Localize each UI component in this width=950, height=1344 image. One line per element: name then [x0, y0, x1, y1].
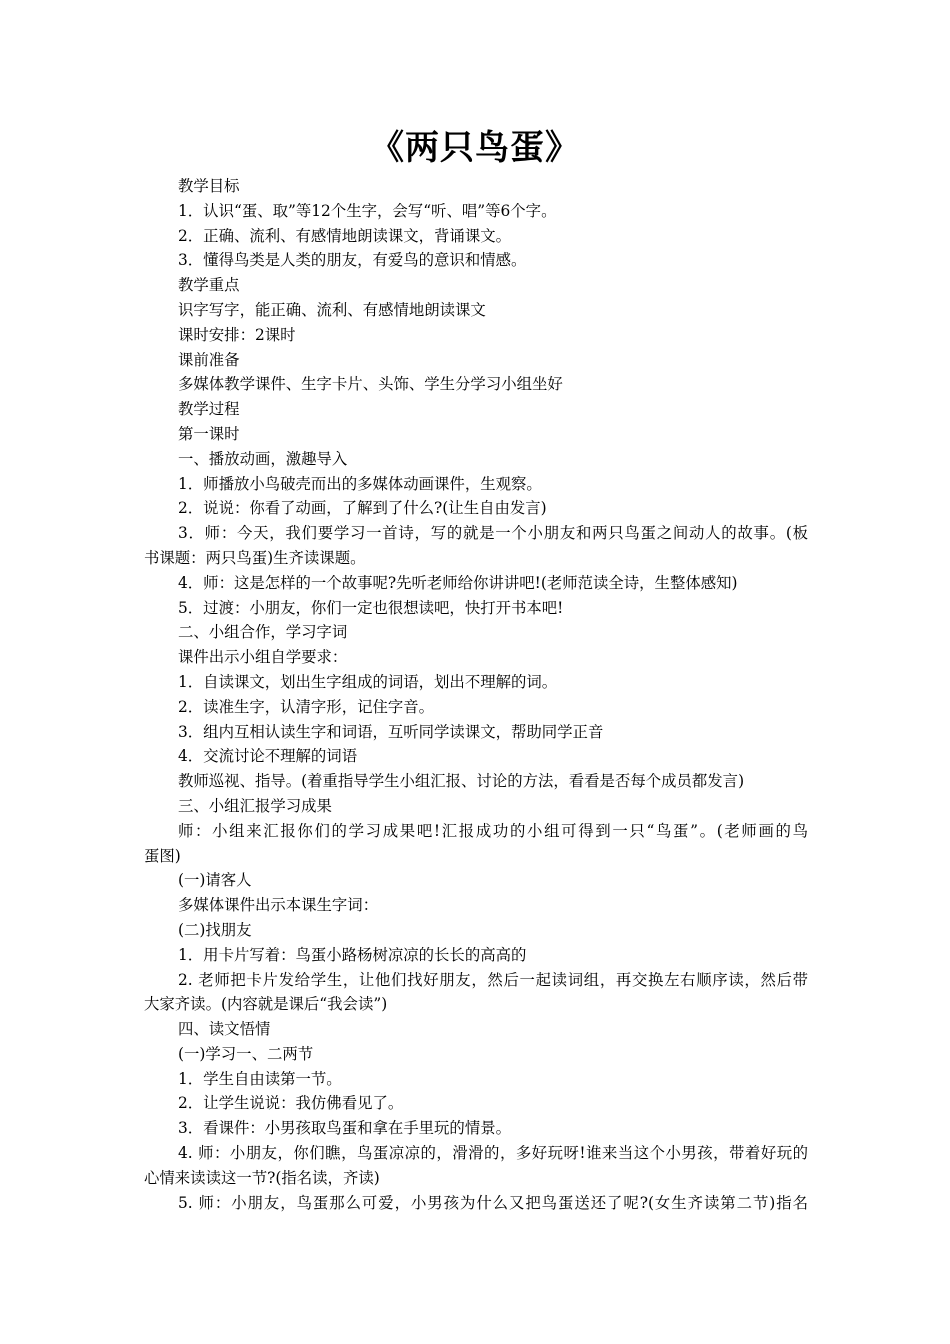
text-line: (二)找朋友: [178, 920, 252, 939]
text-line: 1．用卡片写着：鸟蛋小路杨树凉凉的长长的高高的: [178, 945, 527, 964]
text-line: 多媒体课件出示本课生字词：: [178, 896, 379, 915]
document-body: [144, 174, 808, 1215]
text-line: 3．组内互相认读生字和词语，互听同学读课文，帮助同学正音: [178, 722, 604, 741]
text-line: 书课题：两只鸟蛋)生齐读课题。: [144, 548, 366, 567]
text-line: 1．自读课文，划出生字组成的词语，划出不理解的词。: [178, 672, 558, 691]
text-line: 课前准备: [178, 350, 240, 369]
text-line: 1．师播放小鸟破壳而出的多媒体动画课件，生观察。: [178, 474, 542, 493]
text-line: 蛋图): [144, 846, 181, 865]
text-line: 3．师：今天，我们要学习一首诗，写的就是一个小朋友和两只鸟蛋之间动人的故事。(板: [178, 524, 808, 543]
text-line: 2．正确、流利、有感情地朗读课文，背诵课文。: [178, 226, 511, 245]
text-line: 一、播放动画，激趣导入: [178, 449, 348, 468]
text-line: 5．过渡：小朋友，你们一定也很想读吧，快打开书本吧!: [178, 598, 564, 617]
text-line: 课时安排：2课时: [178, 325, 296, 344]
text-line: 三、小组汇报学习成果: [178, 796, 332, 815]
text-line: 二、小组合作，学习字词: [178, 623, 348, 642]
text-line: 4. 师：小朋友，你们瞧，鸟蛋凉凉的，滑滑的，多好玩呀!谁来当这个小男孩，带着好玩的: [178, 1144, 808, 1163]
text-line: 四、读文悟情: [178, 1020, 271, 1039]
text-line: 1．认识“蛋、取”等12个生字，会写“听、唱”等6个字。: [178, 201, 557, 220]
text-line: 3．懂得鸟类是人类的朋友，有爱鸟的意识和情感。: [178, 251, 527, 270]
text-line: 大家齐读。(内容就是课后“我会读”): [144, 995, 388, 1014]
text-line: 教师巡视、指导。(着重指导学生小组汇报、讨论的方法，看看是否每个成员都发言): [178, 772, 745, 791]
text-line: 心情来读读这一节?(指名读，齐读): [144, 1168, 380, 1187]
text-line: 4．交流讨论不理解的词语: [178, 747, 358, 766]
document-title: 《两只鸟蛋》: [370, 128, 580, 168]
text-line: 师：小组来汇报你们的学习成果吧!汇报成功的小组可得到一只“鸟蛋”。(老师画的鸟: [178, 821, 808, 840]
text-line: 多媒体教学课件、生字卡片、头饰、学生分学习小组坐好: [178, 375, 563, 394]
text-line: 5. 师：小朋友，鸟蛋那么可爱，小男孩为什么又把鸟蛋送还了呢?(女生齐读第二节)指名: [178, 1193, 808, 1212]
text-line: 3．看课件：小男孩取鸟蛋和拿在手里玩的情景。: [178, 1119, 511, 1138]
text-line: 2. 老师把卡片发给学生，让他们找好朋友，然后一起读词组，再交换左右顺序读，然后带: [178, 970, 808, 989]
text-line: 4．师：这是怎样的一个故事呢?先听老师给你讲讲吧!(老师范读全诗，生整体感知): [178, 573, 738, 592]
text-line: 教学重点: [178, 276, 240, 295]
text-line: (一)请客人: [178, 871, 252, 890]
text-line: 第一课时: [178, 424, 240, 443]
text-line: 识字写字，能正确、流利、有感情地朗读课文: [178, 300, 486, 319]
text-line: 2．说说：你看了动画，了解到了什么?(让生自由发言): [178, 499, 547, 518]
text-line: (一)学习一、二两节: [178, 1044, 314, 1063]
text-line: 课件出示小组自学要求：: [178, 648, 348, 667]
text-line: 教学目标: [178, 177, 240, 195]
text-line: 教学过程: [178, 400, 240, 419]
text-line: 1．学生自由读第一节。: [178, 1069, 342, 1088]
text-line: 2．读准生字，认清字形，记住字音。: [178, 697, 435, 716]
text-line: 2．让学生说说：我仿佛看见了。: [178, 1094, 404, 1113]
